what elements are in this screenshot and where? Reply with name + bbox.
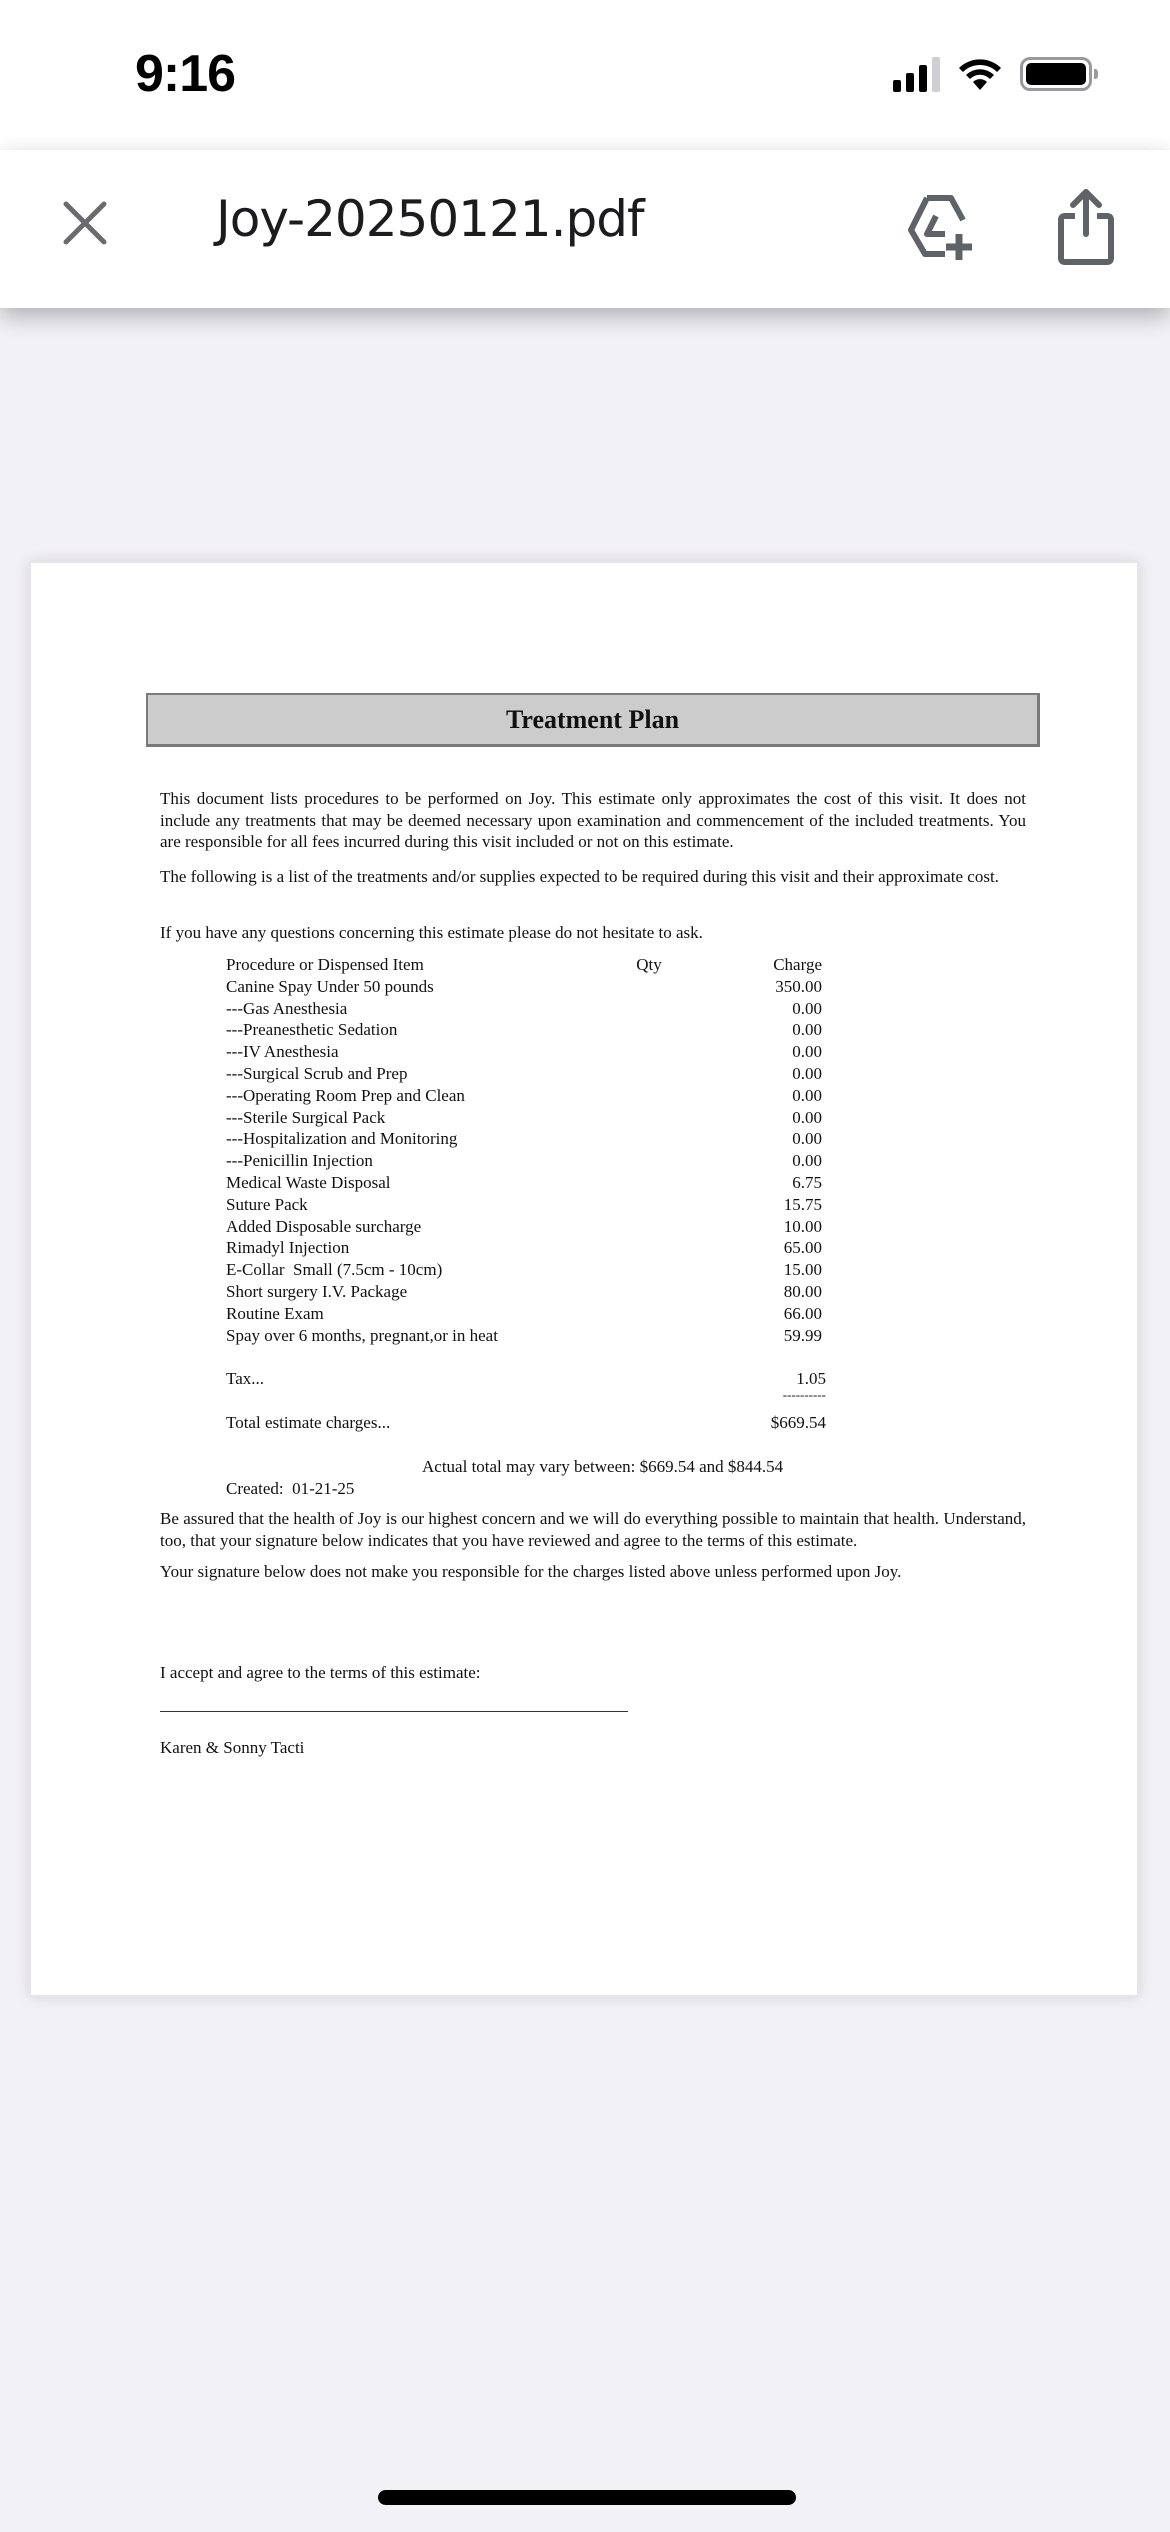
item-charge: 10.00	[783, 1216, 822, 1236]
tax-label: Tax...	[226, 1369, 264, 1388]
close-button[interactable]	[58, 196, 112, 250]
status-icons	[893, 56, 1092, 92]
total-label: Total estimate charges...	[226, 1413, 391, 1432]
charges-table	[226, 954, 826, 1346]
total-value: $669.54	[770, 1413, 826, 1432]
item-qty	[626, 1019, 672, 1041]
item-name: Spay over 6 months, pregnant,or in heat	[226, 1325, 498, 1345]
questions-paragraph: If you have any questions concerning this estimate please do not hesitate to ask.	[160, 923, 703, 942]
table-row	[226, 1019, 826, 1041]
item-name: Routine Exam	[226, 1303, 324, 1323]
item-name: Canine Spay Under 50 pounds	[226, 976, 434, 996]
item-name: ---IV Anesthesia	[226, 1042, 339, 1062]
table-body	[226, 976, 826, 1347]
wifi-icon	[958, 57, 1002, 91]
item-charge: 0.00	[792, 1085, 822, 1105]
item-qty	[626, 1172, 672, 1194]
item-qty	[626, 1303, 672, 1325]
column-header-qty: Qty	[636, 955, 662, 974]
table-row	[226, 1259, 826, 1281]
item-qty	[626, 1237, 672, 1259]
table-header	[226, 954, 826, 976]
item-name: ---Hospitalization and Monitoring	[226, 1129, 458, 1149]
item-charge: 59.99	[783, 1325, 822, 1345]
item-charge: 66.00	[783, 1303, 822, 1323]
table-row	[226, 1325, 826, 1347]
item-name: Rimadyl Injection	[226, 1238, 350, 1258]
item-charge: 0.00	[792, 1063, 822, 1083]
table-row	[226, 1150, 826, 1172]
item-charge: 15.75	[783, 1194, 822, 1214]
table-row	[226, 1172, 826, 1194]
item-charge: 0.00	[792, 1020, 822, 1040]
item-name: Added Disposable surcharge	[226, 1216, 422, 1236]
table-row	[226, 1128, 826, 1150]
table-row	[226, 1303, 826, 1325]
table-row	[226, 1281, 826, 1303]
item-charge: 65.00	[783, 1238, 822, 1258]
column-header-charge: Charge	[773, 955, 822, 974]
cellular-signal-icon	[893, 56, 940, 92]
item-name: Short surgery I.V. Package	[226, 1281, 408, 1301]
share-icon	[1055, 186, 1117, 268]
item-name: ---Sterile Surgical Pack	[226, 1107, 386, 1127]
item-name: ---Gas Anesthesia	[226, 998, 348, 1018]
item-qty	[626, 1194, 672, 1216]
item-name: Suture Pack	[226, 1194, 308, 1214]
item-qty	[626, 1128, 672, 1150]
battery-icon	[1020, 57, 1092, 91]
table-row	[226, 1194, 826, 1216]
item-name: Medical Waste Disposal	[226, 1172, 391, 1192]
total-separator: ----------	[782, 1387, 826, 1402]
status-bar	[0, 0, 1170, 150]
item-name: ---Preanesthetic Sedation	[226, 1020, 398, 1040]
close-icon	[62, 200, 108, 246]
item-charge: 15.00	[783, 1260, 822, 1280]
table-row	[226, 1085, 826, 1107]
item-charge: 6.75	[792, 1172, 822, 1192]
item-name: ---Surgical Scrub and Prep	[226, 1063, 408, 1083]
item-charge: 80.00	[783, 1281, 822, 1301]
assurance-paragraph: Be assured that the health of Joy is our highest concern and we will do everything possible to maintain that health. Understand, too, that your signature below indicates that you have reviewed and agree to the terms of this estimate.	[160, 1509, 1026, 1550]
intro-paragraph: This document lists procedures to be performed on Joy. This estimate only approximates the cost of this visit. It does not include any treatments that may be deemed necessary upon examination and commencement of the included treatments. You are responsible for all fees incurred during this visit included or not on this estimate.	[160, 789, 1026, 851]
signer-name: Karen & Sonny Tacti	[160, 1738, 305, 1757]
created-date: Created: 01-21-25	[226, 1479, 355, 1498]
add-to-drive-icon	[905, 190, 981, 266]
document-title: Joy-20250121.pdf	[216, 190, 644, 248]
item-qty	[626, 998, 672, 1020]
item-charge: 0.00	[792, 1107, 822, 1127]
item-qty	[626, 1281, 672, 1303]
status-time: 9:16	[135, 45, 236, 103]
item-qty	[626, 1150, 672, 1172]
table-row	[226, 1041, 826, 1063]
table-row	[226, 1063, 826, 1085]
item-name: ---Operating Room Prep and Clean	[226, 1085, 465, 1105]
item-name: ---Penicillin Injection	[226, 1151, 373, 1171]
signature-line	[160, 1711, 628, 1712]
column-header-item: Procedure or Dispensed Item	[226, 955, 424, 974]
item-qty	[626, 1216, 672, 1238]
item-charge: 0.00	[792, 1129, 822, 1149]
item-charge: 0.00	[792, 1042, 822, 1062]
item-qty	[626, 1259, 672, 1281]
document-heading-box	[146, 693, 1040, 747]
item-qty	[626, 1325, 672, 1347]
accept-text: I accept and agree to the terms of this estimate:	[160, 1663, 481, 1682]
item-charge: 0.00	[792, 1151, 822, 1171]
list-paragraph: The following is a list of the treatments and/or supplies expected to be required during this visit and their approximate cost.	[160, 867, 999, 886]
home-indicator[interactable]	[378, 2490, 796, 2505]
item-qty	[626, 976, 672, 998]
pdf-page[interactable]	[29, 561, 1139, 1997]
tax-value: 1.05	[796, 1369, 826, 1388]
table-row	[226, 998, 826, 1020]
signature-note: Your signature below does not make you responsible for the charges listed above unless performed upon Joy.	[160, 1562, 902, 1581]
item-charge: 350.00	[775, 976, 822, 996]
item-qty	[626, 1063, 672, 1085]
table-row	[226, 1237, 826, 1259]
item-charge: 0.00	[792, 998, 822, 1018]
table-row	[226, 1107, 826, 1129]
share-button[interactable]	[1055, 186, 1117, 268]
add-to-drive-button[interactable]	[905, 190, 981, 266]
table-row	[226, 976, 826, 998]
estimate-range: Actual total may vary between: $669.54 and $844.54	[422, 1457, 784, 1476]
item-qty	[626, 1041, 672, 1063]
item-qty	[626, 1085, 672, 1107]
table-row	[226, 1216, 826, 1238]
document-heading: Treatment Plan	[505, 704, 680, 734]
item-qty	[626, 1107, 672, 1129]
item-name: E-Collar Small (7.5cm - 10cm)	[226, 1260, 443, 1280]
viewer-toolbar	[0, 150, 1170, 308]
